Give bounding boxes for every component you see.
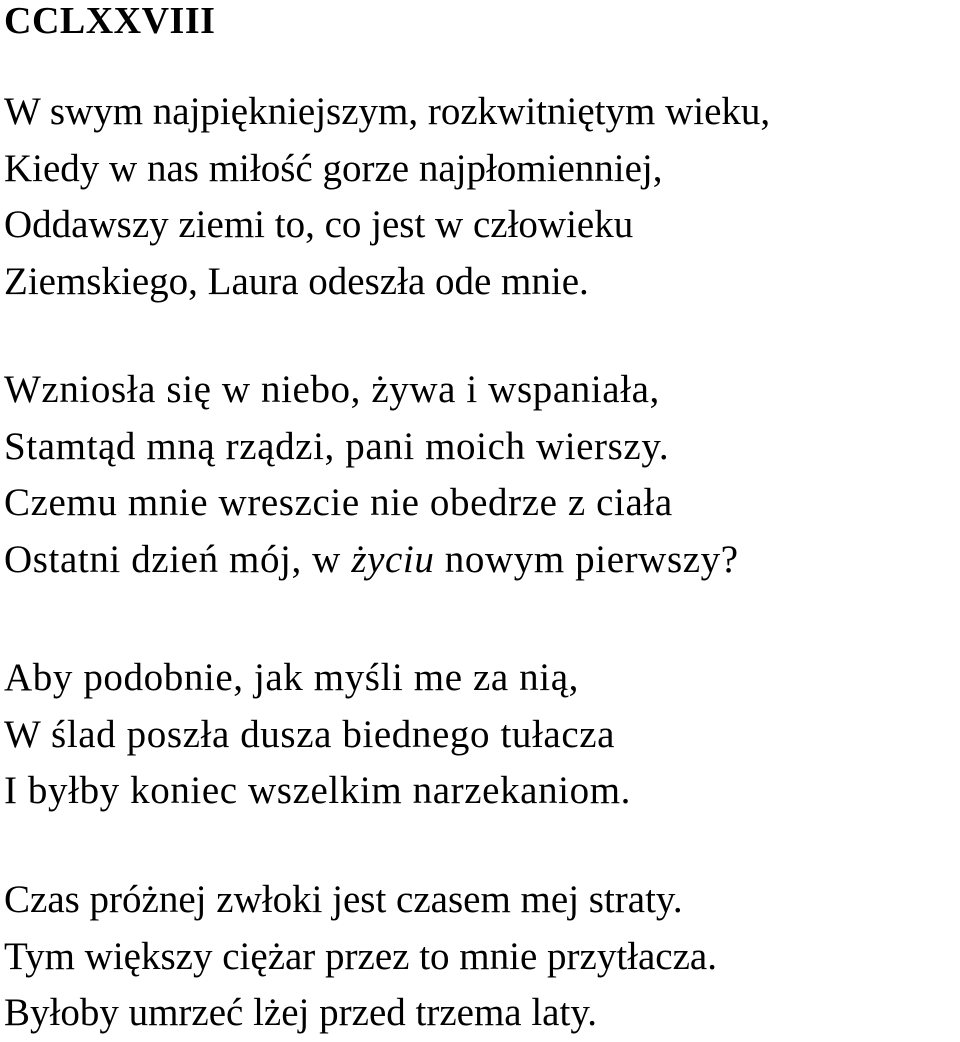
poem-line-segment: Ostatni dzień mój, w: [4, 537, 352, 581]
poem-line: Tym większy ciężar przez to mnie przytłacza.: [4, 934, 717, 978]
stanza-3: [4, 650, 631, 820]
poem-line: Ziemskiego, Laura odeszła ode mnie.: [4, 259, 589, 303]
poem-line: W swym najpiękniejszym, rozkwitniętym wieku,: [4, 90, 771, 133]
poem-line: Kiedy w nas miłość gorze najpłomienniej,: [4, 146, 663, 190]
stanza-1: [4, 84, 770, 310]
stanza-4: [4, 872, 717, 1042]
poem-line: W ślad poszła dusza biednego tułacza: [4, 712, 616, 756]
poem-line: Aby podobnie, jak myśli me za nią,: [4, 656, 579, 699]
poem-line-segment: nowym pierwszy?: [434, 537, 739, 581]
poem-line: Byłoby umrzeć lżej przed trzema laty.: [4, 991, 598, 1034]
stanza-2: [4, 362, 739, 588]
poem-line: Oddawszy ziemi to, co jest w człowieku: [4, 203, 634, 246]
poem-line: Czas próżnej zwłoki jest czasem mej straty.: [4, 878, 683, 921]
poem-line: Czemu mnie wreszcie nie obedrze z ciała: [4, 481, 673, 524]
emphasized-word: życiu: [351, 537, 435, 581]
poem-line: Wzniosła się w niebo, żywa i wspaniała,: [4, 368, 660, 411]
poem-line: Stamtąd mną rządzi, pani moich wierszy.: [4, 424, 670, 468]
poem-line: I byłby koniec wszelkim narzekaniom.: [4, 769, 631, 812]
poem-line: [4, 532, 739, 589]
poem-title: CCLXXVIII: [4, 0, 216, 42]
